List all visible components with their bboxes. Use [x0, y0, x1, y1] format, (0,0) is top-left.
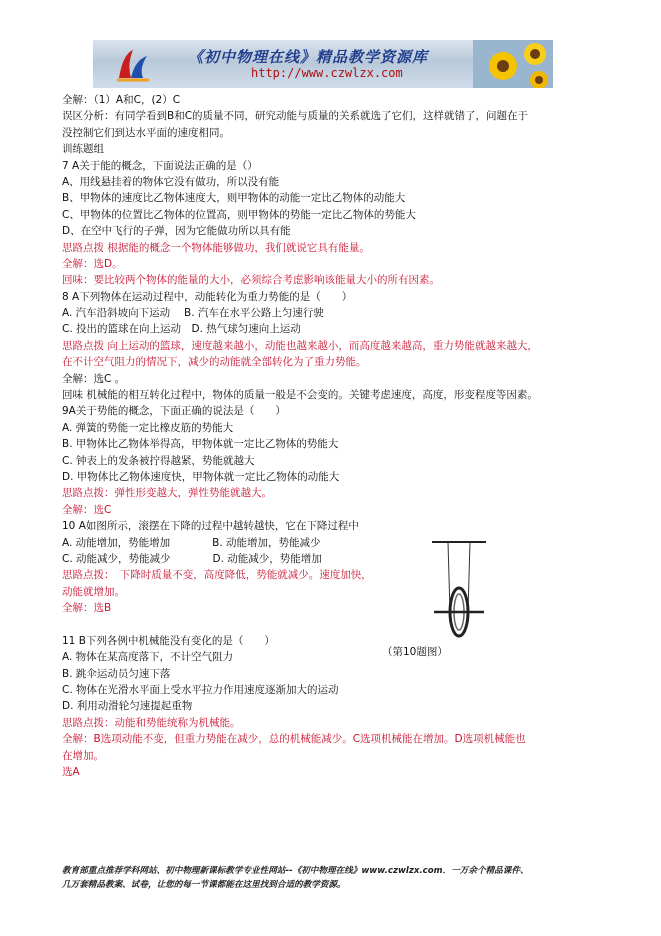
text-line: 训练题组	[62, 143, 104, 156]
text-line: 全解：选C	[62, 503, 112, 516]
site-title: 《初中物理在线》精品教学资源库	[188, 48, 429, 66]
text-line: C. 投出的篮球在向上运动 D. 热气球匀速向上运动	[62, 323, 301, 336]
header-banner	[93, 40, 553, 88]
text-line: 9A关于势能的概念，下面正确的说法是（ ）	[62, 405, 286, 418]
footer-line-2: 几万套精品教案、试卷，让您的每一节课都能在这里找到合适的教学资源。	[62, 880, 346, 890]
text-line: 在增加。	[62, 749, 104, 762]
text-line: A. 动能增加，势能增加 B. 动能增加，势能减少	[62, 536, 321, 549]
text-line: B、甲物体的速度比乙物体速度大，则甲物体的动能一定比乙物体的动能大	[62, 192, 406, 205]
site-url[interactable]: http://www.czwlzx.com	[251, 66, 403, 80]
text-line: 思路点拨 根据能的概念一个物体能够做功，我们就说它具有能量。	[62, 241, 370, 254]
text-line: A. 汽车沿斜坡向下运动 B. 汽车在水平公路上匀速行驶	[62, 307, 324, 320]
site-logo-icon	[113, 44, 153, 84]
document-body	[62, 92, 610, 780]
text-line: 思路点拨： 下降时质量不变，高度降低，势能就减少。速度加快，	[62, 569, 372, 582]
page-footer	[62, 864, 622, 892]
text-line: C. 动能减少，势能减少 D. 动能减少，势能增加	[62, 552, 322, 565]
sunflower-icon	[473, 40, 553, 88]
text-line: D. 利用动滑轮匀速提起重物	[62, 700, 193, 713]
text-line: 全解：选D。	[62, 257, 123, 270]
text-line: 思路点拨：弹性形变越大，弹性势能就越大。	[62, 487, 272, 500]
text-line: 误区分析：有同学看到B和C的质量不同，研究动能与质量的关系就选了它们，这样就错了，问题在于	[62, 110, 529, 123]
text-line: B. 跳伞运动员匀速下落	[62, 667, 171, 680]
text-line: 回味：要比较两个物体的能量的大小，必须综合考虑影响该能量大小的所有因素。	[62, 274, 440, 287]
text-line: 7 A关于能的概念，下面说法正确的是（）	[62, 159, 258, 172]
text-line: 思路点拨：动能和势能统称为机械能。	[62, 716, 241, 729]
text-line: 没控制它们到达水平面的速度相同。	[62, 126, 230, 139]
text-line: 全解：（1）A和C，(2）C	[62, 94, 181, 106]
text-line: 8 A下列物体在运动过程中，动能转化为重力势能的是（ ）	[62, 290, 353, 303]
rolling-pendulum-figure	[428, 540, 490, 640]
text-line: B. 甲物体比乙物体举得高，甲物体就一定比乙物体的势能大	[62, 438, 339, 451]
figure-caption: （第10题图）	[382, 646, 448, 658]
text-line: 全解：选C 。	[62, 372, 126, 385]
text-line: C、甲物体的位置比乙物体的位置高，则甲物体的势能一定比乙物体的势能大	[62, 208, 416, 221]
footer-line-1: 教育部重点推荐学科网站、初中物理新课标教学专业性网站--《初中物理在线》www.czwlzx.com．一万余个精品课件、	[62, 866, 529, 876]
text-line: 选A	[62, 766, 80, 779]
text-line: 11 B下列各例中机械能没有变化的是（ ）	[62, 634, 275, 647]
text-line: A、用线悬挂着的物体它没有做功，所以没有能	[62, 175, 280, 188]
text-line: A. 物体在某高度落下，不计空气阻力	[62, 651, 234, 664]
text-line: 思路点拨 向上运动的篮球，速度越来越小，动能也越来越小，而高度越来越高，重力势能就越来越大，	[62, 339, 538, 352]
text-line: C. 物体在光滑水平面上受水平拉力作用速度逐渐加大的运动	[62, 684, 339, 697]
text-line: 回味 机械能的相互转化过程中，物体的质量一般是不会变的。关键考虑速度，高度，形变程度等因素。	[62, 389, 538, 402]
text-line: 动能就增加。	[62, 585, 125, 598]
text-line: 10 A如图所示，滚摆在下降的过程中越转越快，它在下降过程中	[62, 520, 359, 533]
text-line: D、在空中飞行的子弹，因为它能做功所以具有能	[62, 225, 291, 238]
text-line: 全解：选B	[62, 602, 112, 615]
text-line: C. 钟表上的发条被拧得越紧，势能就越大	[62, 454, 255, 467]
text-line: A. 弹簧的势能一定比橡皮筋的势能大	[62, 421, 234, 434]
text-line: 全解：B选项动能不变，但重力势能在减少，总的机械能减少。C选项机械能在增加。D选项机械能也	[62, 733, 526, 746]
text-line: 在不计空气阻力的情况下，减少的动能就全部转化为了重力势能。	[62, 356, 367, 369]
text-line	[62, 617, 610, 633]
text-line: D. 甲物体比乙物体速度快，甲物体就一定比乙物体的动能大	[62, 470, 340, 483]
